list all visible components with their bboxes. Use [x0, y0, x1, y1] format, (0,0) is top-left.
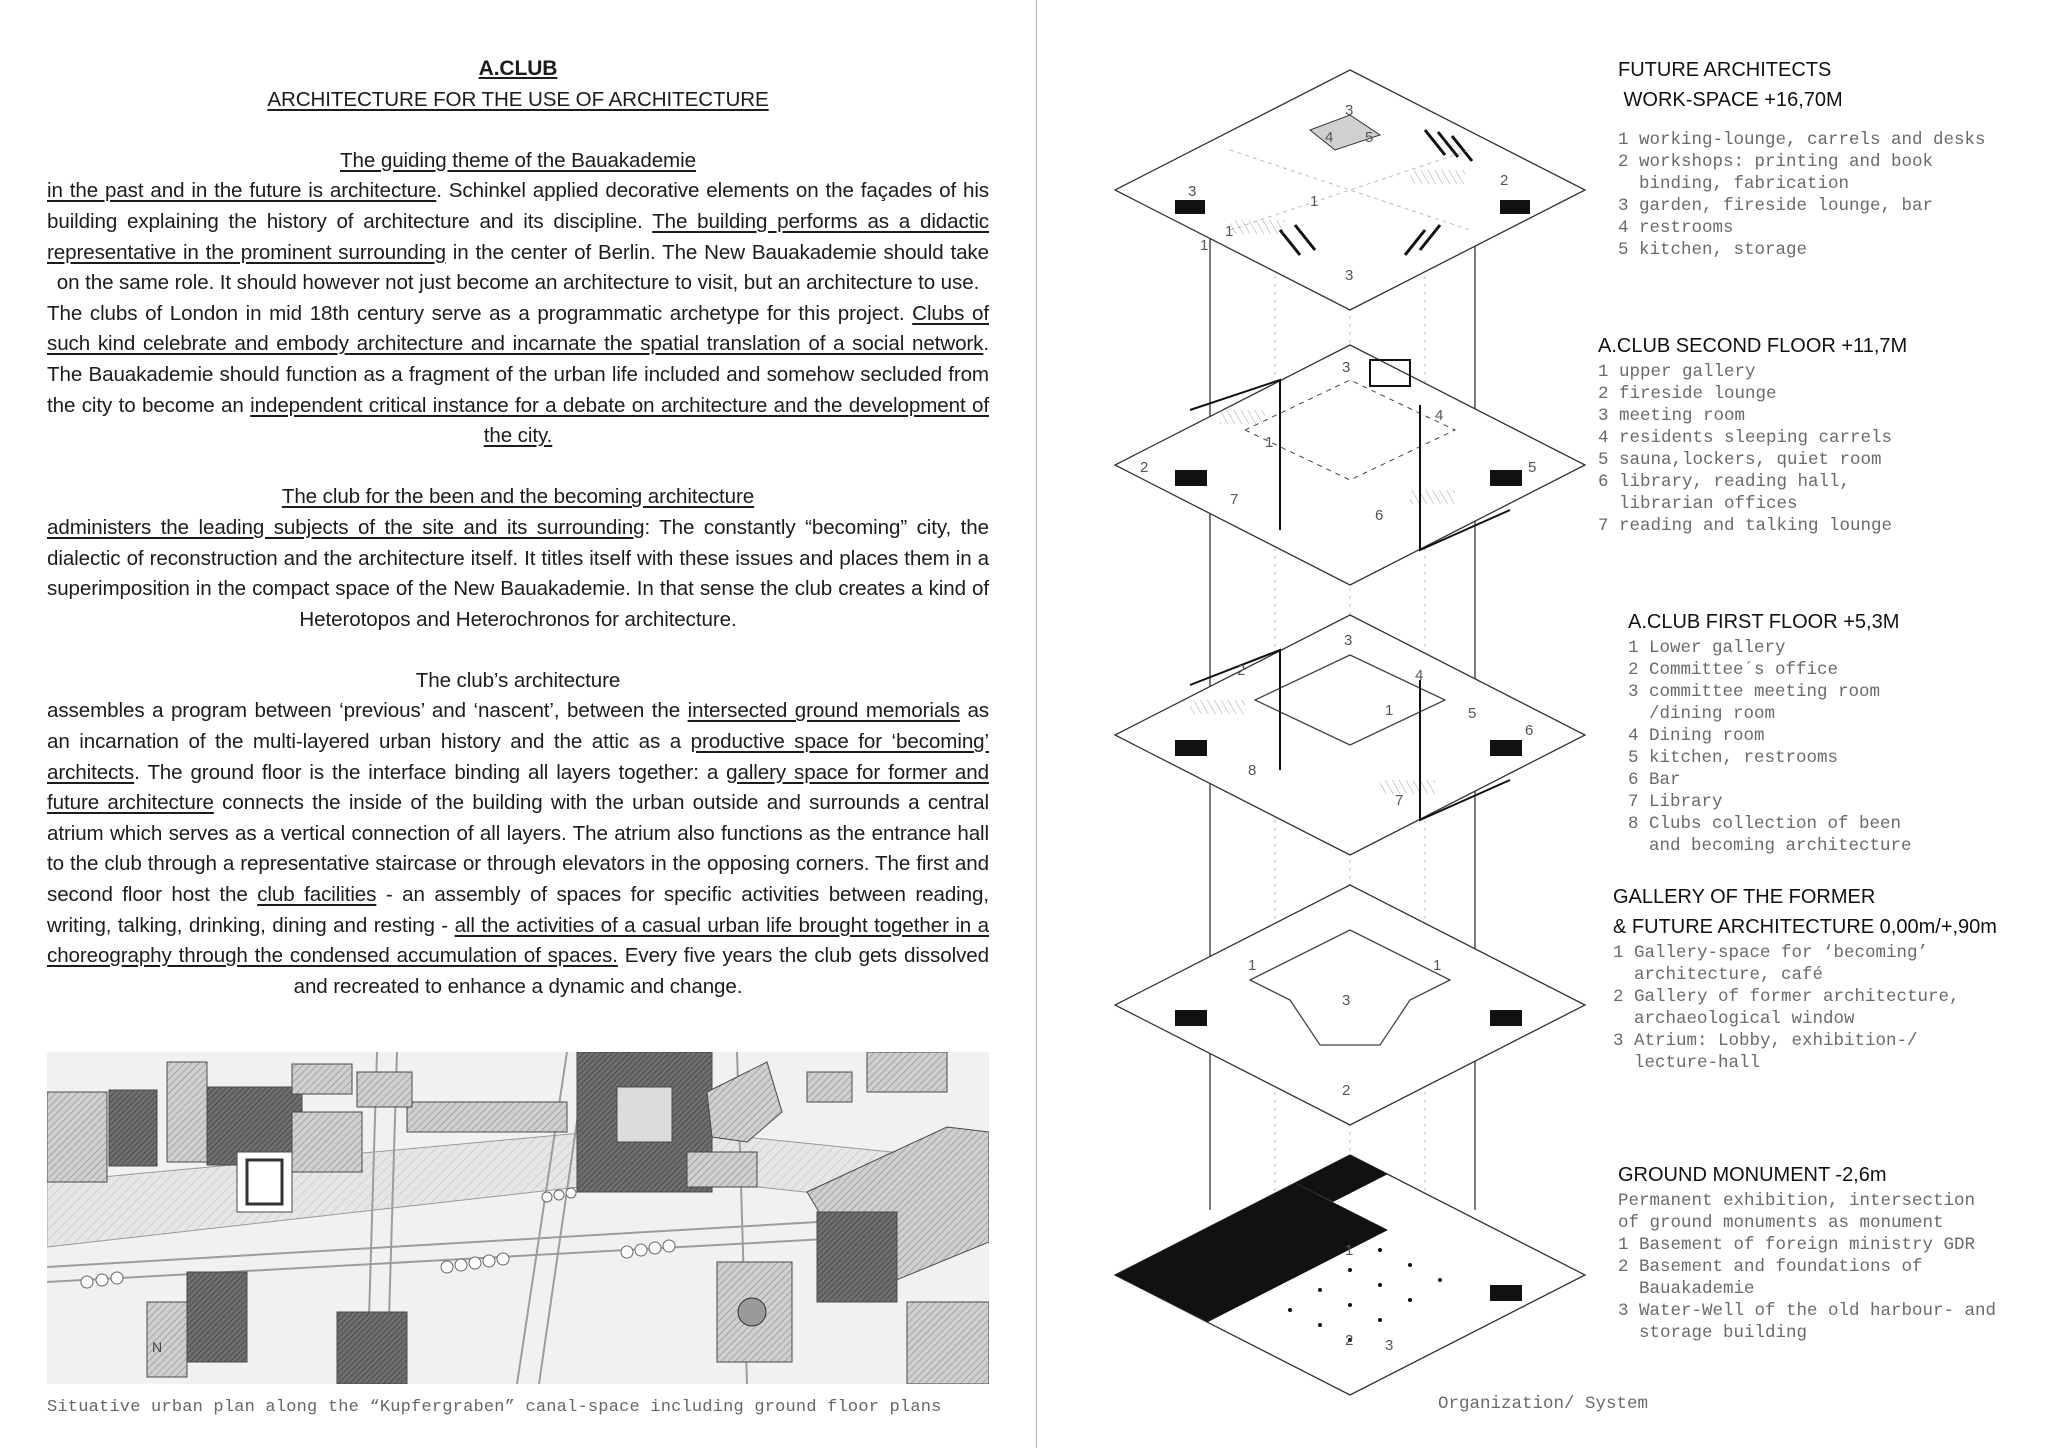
- legend-items: 1 Gallery-space for ‘becoming’ architecture, café 2 Gallery of former architecture, archaeological window 3 Atrium: Lobby, exhibition-/ lecture-hall: [1613, 943, 1960, 1073]
- legend-ground-monument: [1618, 1160, 1996, 1344]
- floor-gallery-plan: [1115, 885, 1585, 1125]
- paragraph-club: administers the leading subjects of the site and its surrounding: The constantly “becoming” city, the dialectic of reconstruction and the architecture itself. It titles itself with these issues and places them in a superimposition in the compact space of the New Bauakademie. In that sense the club creates a kind of Heterotopos and Heterochronos for architecture.: [47, 515, 990, 631]
- f1-label: 3: [1345, 102, 1354, 119]
- f1-label: 5: [1365, 129, 1374, 146]
- floor-ground-monument-plan: [1115, 1155, 1585, 1395]
- section-heading-guiding-theme: The guiding theme of the Bauakademie: [340, 148, 696, 172]
- legend-items: 1 Lower gallery 2 Committee´s office 3 committee meeting room /dining room 4 Dining room 5 kitchen, restrooms 6 Bar 7 Library 8 Clubs collection of been and becoming architecture: [1628, 638, 1912, 856]
- f2-label: 5: [1528, 459, 1537, 476]
- f5-label: 3: [1385, 1337, 1394, 1354]
- f1-label: 3: [1188, 183, 1197, 200]
- section-heading-club: The club for the been and the becoming architecture: [281, 485, 755, 509]
- floor-second-plan: [1115, 345, 1585, 585]
- f4-label: 1: [1433, 957, 1442, 974]
- f3-label: 4: [1415, 667, 1424, 684]
- document-subtitle: ARCHITECTURE FOR THE USE OF ARCHITECTURE: [267, 87, 769, 111]
- f1-label: 1: [1200, 237, 1209, 254]
- f4-label: 3: [1342, 992, 1351, 1009]
- f2-label: 6: [1375, 507, 1384, 524]
- f3-label: 5: [1468, 705, 1477, 722]
- document-title: A.CLUB: [478, 57, 558, 80]
- f2-label: 3: [1342, 359, 1351, 376]
- paragraph-clubs-of-london: The clubs of London in mid 18th century serve as a programmatic archetype for this project. Clubs of such kind celebrate and embody architecture and incarnate the spatial translation of a social network. The Bauakademie should function as a fragment of the urban life included and somehow secluded from the city to become an independent critical instance for a debate on architecture and the development of the city.: [47, 301, 989, 448]
- urban-plan-map: [47, 1052, 989, 1384]
- paragraph-architecture: assembles a program between ‘previous’ and ‘nascent’, between the intersected ground memorials as an incarnation of the multi-layered urban history and the attic as a productive space for ‘becoming’ architects. The ground floor is the interface binding all layers together: a gallery space for former and future architecture connects the inside of the building with the urban outside and surrounds a central atrium which serves as a vertical connection of all layers. The atrium also functions as the entrance hall to the club through a representative staircase or through elevators in the opposing corners. The first and second floor host the club facilities - an assembly of spaces for specific activities between reading, writing, talking, drinking, dining and resting - all the activities of a casual urban life brought together in a choreography through the condensed accumulation of spaces. Every five years the club gets dissolved and recreated to enhance a dynamic and change.: [47, 699, 990, 998]
- f1-label: 1: [1310, 193, 1319, 210]
- f2-label: 1: [1265, 434, 1274, 451]
- essay-text: [47, 54, 989, 1002]
- f4-label: 1: [1248, 957, 1257, 974]
- f1-label: 2: [1500, 172, 1509, 189]
- legend-first-floor: [1628, 607, 1912, 857]
- f4-label: 2: [1342, 1082, 1351, 1099]
- legend-gallery: [1613, 882, 1997, 1074]
- f3-label: 7: [1395, 792, 1404, 809]
- f1-label: 3: [1345, 267, 1354, 284]
- axonometric-diagram: [1080, 60, 1640, 1400]
- f5-label: 1: [1345, 1242, 1354, 1259]
- f3-label: 2: [1237, 662, 1246, 679]
- f2-label: 4: [1435, 407, 1444, 424]
- legend-heading: A.CLUB FIRST FLOOR +5,3M: [1628, 611, 1900, 633]
- legend-heading: GROUND MONUMENT -2,6m: [1618, 1164, 1887, 1186]
- f1-label: 1: [1225, 223, 1234, 240]
- diagram-caption: Organization/ System: [1438, 1394, 1649, 1414]
- north-arrow-label: N: [152, 1339, 163, 1355]
- page-divider: [1036, 0, 1037, 1448]
- f2-label: 7: [1230, 491, 1239, 508]
- f3-label: 8: [1248, 762, 1257, 779]
- legend-items: 1 upper gallery 2 fireside lounge 3 meeting room 4 residents sleeping carrels 5 sauna,lockers, quiet room 6 library, reading hall, librarian offices 7 reading and talking lounge: [1598, 362, 1893, 536]
- f3-label: 3: [1344, 632, 1353, 649]
- urban-plan-caption: Situative urban plan along the “Kupfergraben” canal-space including ground floor plans: [47, 1398, 942, 1417]
- f2-label: 2: [1140, 459, 1149, 476]
- legend-items: Permanent exhibition, intersection of ground monuments as monument 1 Basement of foreign ministry GDR 2 Basement and foundations of Bauakademie 3 Water-Well of the old harbour- and storage building: [1618, 1191, 1997, 1343]
- f5-label: 2: [1345, 1332, 1354, 1349]
- legend-heading: FUTURE ARCHITECTS WORK-SPACE +16,70M: [1618, 59, 1843, 111]
- section-heading-architecture: The club’s architecture: [415, 668, 621, 692]
- legend-second-floor: [1598, 331, 1907, 537]
- f1-label: 4: [1325, 129, 1334, 146]
- legend-workspace: [1618, 55, 1986, 261]
- f3-label: 1: [1385, 702, 1394, 719]
- paragraph-guiding-theme: in the past and in the future is architecture. Schinkel applied decorative elements on the façades of his building explaining the history of architecture and its discipline. The building performs as a didactic representative in the prominent surrounding in the center of Berlin. The New Bauakademie should take on the same role. It should however not just become an architecture to visit, but an architecture to use.: [47, 179, 989, 295]
- legend-heading: GALLERY OF THE FORMER & FUTURE ARCHITECTURE 0,00m/+,90m: [1613, 886, 1997, 938]
- floor-workspace-plan: [1115, 70, 1585, 310]
- floor-first-plan: [1115, 615, 1585, 855]
- legend-heading: A.CLUB SECOND FLOOR +11,7M: [1598, 335, 1908, 357]
- f3-label: 6: [1525, 722, 1534, 739]
- legend-items: 1 working-lounge, carrels and desks 2 workshops: printing and book binding, fabrication 3 garden, fireside lounge, bar 4 restrooms 5 kitchen, storage: [1618, 130, 1986, 260]
